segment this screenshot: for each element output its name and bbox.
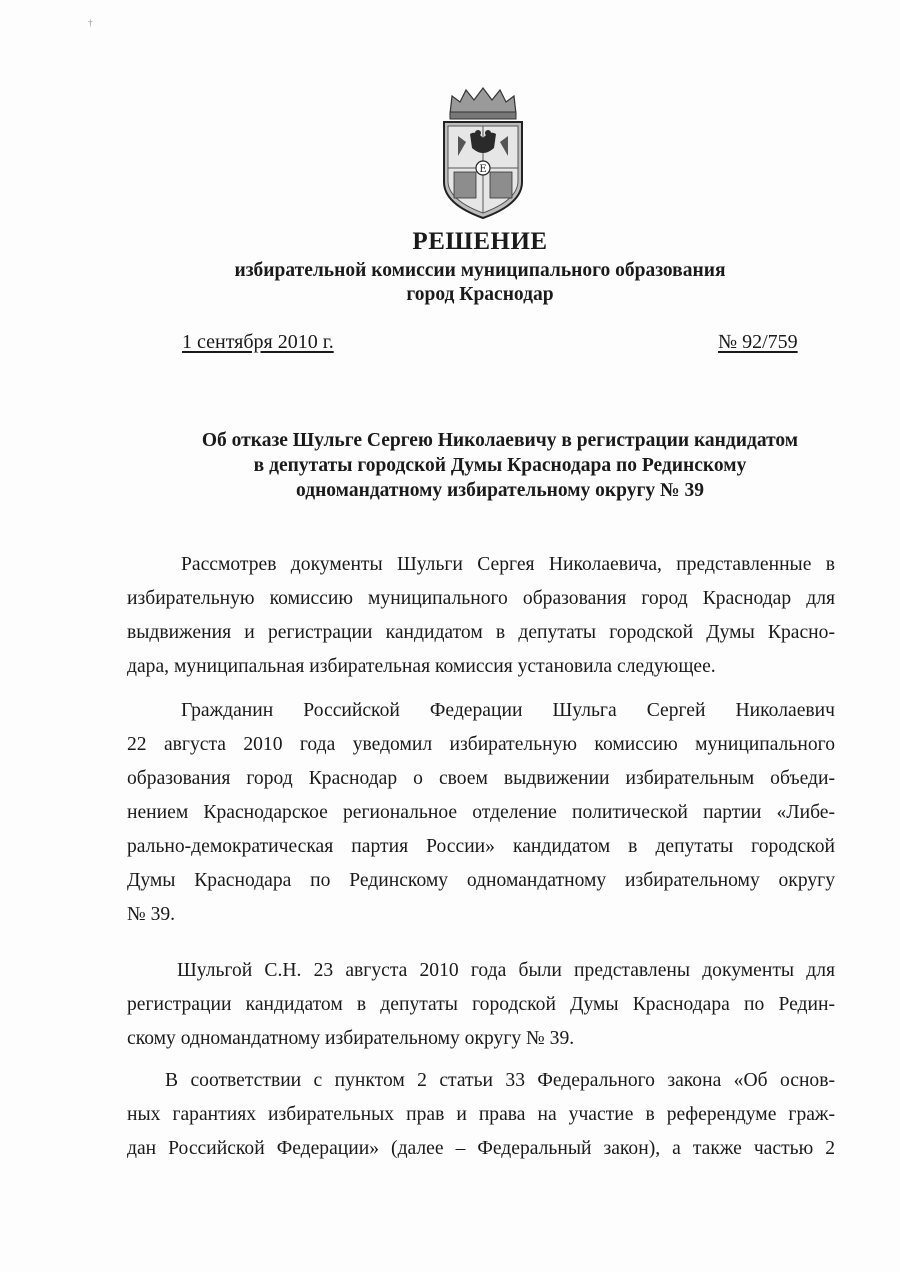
paragraph-line: дара, муниципальная избирательная комиссия установила следующее. bbox=[127, 656, 716, 677]
paragraph-line: Рассмотрев документы Шульги Сергея Николаевича, представленные в bbox=[181, 554, 835, 575]
document-date: 1 сентября 2010 г. bbox=[182, 331, 334, 353]
paragraph-line: дан Российской Федерации» (далее – Федеральный закон), а также частью 2 bbox=[127, 1138, 835, 1159]
paragraph-line: скому одномандатному избирательному округу № 39. bbox=[127, 1028, 575, 1049]
paragraph-line: ных гарантиях избирательных прав и права на участие в референдуме граж- bbox=[127, 1104, 835, 1125]
paragraph-line: В соответствии с пунктом 2 статьи 33 Федерального закона «Об основ- bbox=[165, 1070, 835, 1091]
paragraph-line: Думы Краснодара по Рединскому одномандатному избирательному округу bbox=[127, 870, 835, 891]
paragraph-line: Гражданин Российской Федерации Шульга Сергей Николаевич bbox=[181, 700, 835, 721]
paragraph bbox=[127, 694, 835, 932]
subject-line: в депутаты городской Думы Краснодара по Рединскому bbox=[253, 455, 747, 476]
paragraph-line: регистрации кандидатом в депутаты городской Думы Краснодара по Редин- bbox=[127, 994, 835, 1015]
document-subtitle-line1: избирательной комиссии муниципального образования bbox=[234, 260, 726, 281]
paragraph-line: избирательную комиссию муниципального образования город Краснодар для bbox=[127, 588, 835, 609]
paragraph-line: выдвижения и регистрации кандидатом в депутаты городской Думы Красно- bbox=[127, 622, 835, 643]
subject-line: Об отказе Шульге Сергею Николаевичу в регистрации кандидатом bbox=[201, 430, 799, 451]
paragraph-line: Шульгой С.Н. 23 августа 2010 года были представлены документы для bbox=[177, 960, 835, 981]
paragraph-line: образования город Краснодар о своем выдвижении избирательным объеди- bbox=[127, 768, 835, 789]
corner-mark: † bbox=[88, 18, 93, 28]
coat-of-arms-icon bbox=[438, 86, 528, 220]
paragraph-line: № 39. bbox=[127, 904, 176, 925]
svg-text:Е: Е bbox=[479, 164, 487, 175]
paragraph-line: нением Краснодарское региональное отделение политической партии «Либе- bbox=[127, 802, 835, 823]
paragraph-line: 22 августа 2010 года уведомил избирательную комиссию муниципального bbox=[127, 734, 835, 755]
paragraph bbox=[127, 1064, 835, 1166]
document-number: № 92/759 bbox=[718, 331, 798, 353]
paragraph bbox=[127, 954, 835, 1056]
paragraph bbox=[127, 548, 835, 684]
document-title: РЕШЕНИЕ bbox=[412, 228, 548, 255]
subject-line: одномандатному избирательному округу № 39 bbox=[296, 480, 704, 501]
document-subtitle-line2: город Краснодар bbox=[406, 284, 554, 305]
paragraph-line: рально-демократическая партия России» кандидатом в депутаты городской bbox=[127, 836, 835, 857]
